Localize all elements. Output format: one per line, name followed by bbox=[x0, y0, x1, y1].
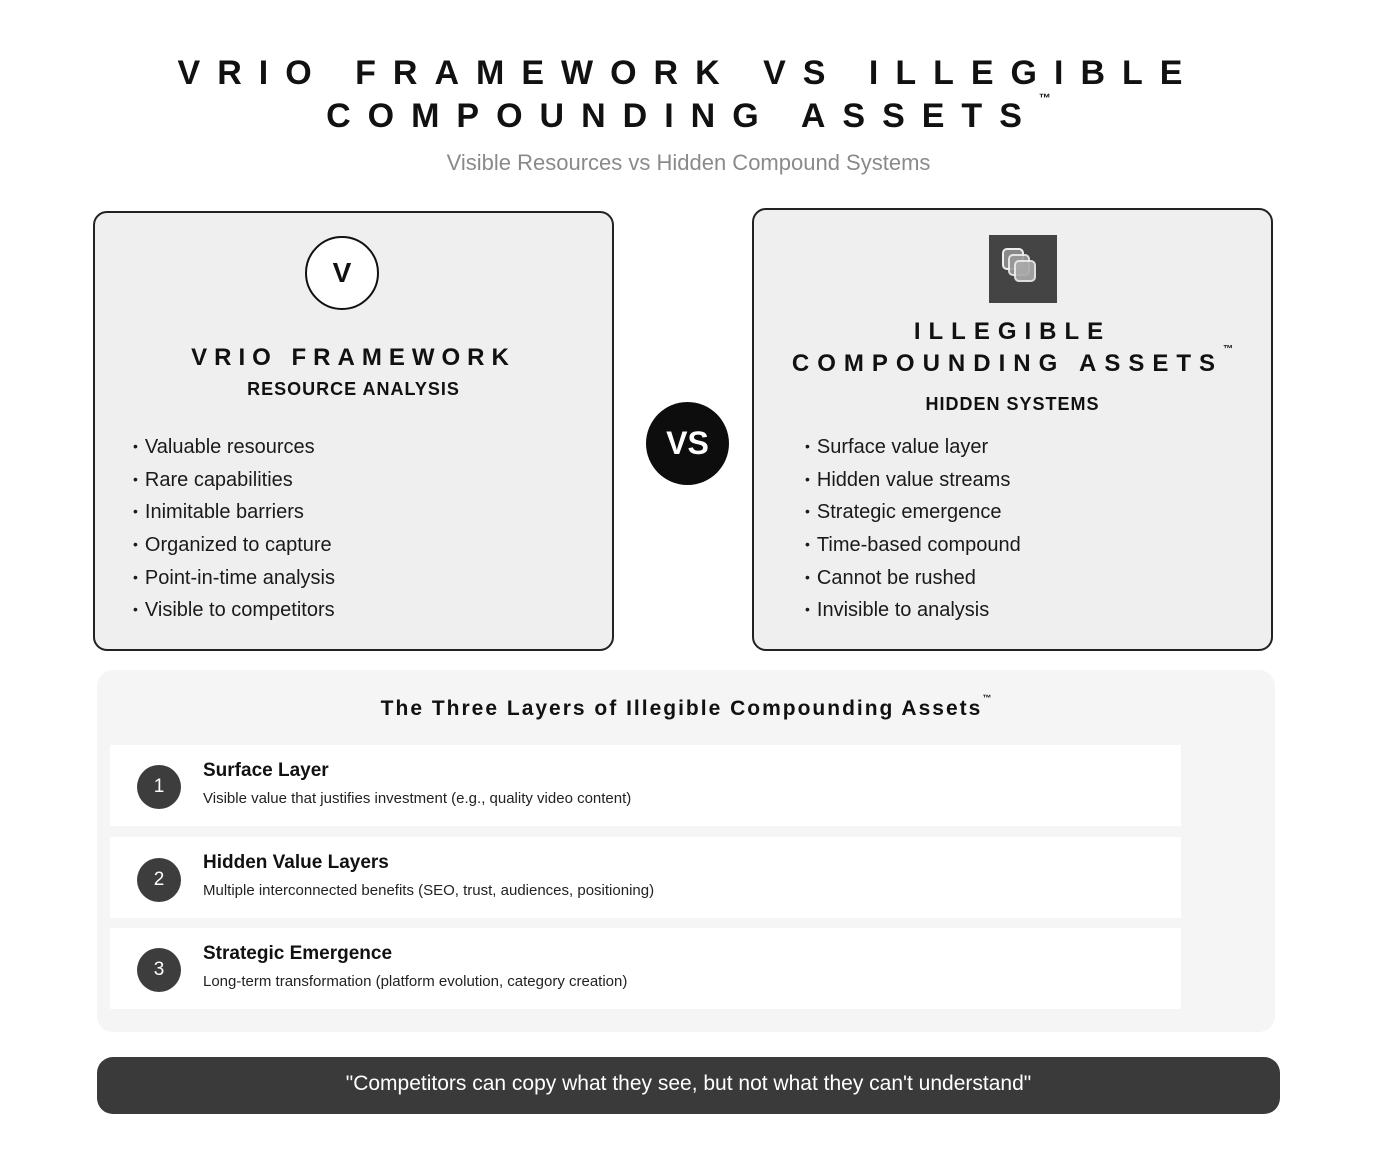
list-item: • Invisible to analysis bbox=[805, 594, 1021, 627]
layer-title: Strategic Emergence bbox=[203, 943, 393, 964]
ica-card bbox=[752, 208, 1273, 651]
layer-desc: Multiple interconnected benefits (SEO, trust, audiences, positioning) bbox=[203, 882, 655, 899]
page-subtitle: Visible Resources vs Hidden Compound Systems bbox=[446, 150, 931, 175]
trademark: ™ bbox=[1038, 91, 1051, 105]
quote-banner: "Competitors can copy what they see, but not what they can't understand" bbox=[97, 1057, 1280, 1114]
list-item: • Strategic emergence bbox=[805, 496, 1021, 529]
page-title-line2 bbox=[0, 91, 1377, 136]
vrio-subtitle: RESOURCE ANALYSIS bbox=[247, 379, 460, 399]
layer-number: 2 bbox=[137, 858, 181, 902]
layer-title: Hidden Value Layers bbox=[203, 852, 389, 873]
layers-title bbox=[97, 693, 1275, 721]
list-item: • Point-in-time analysis bbox=[133, 562, 335, 595]
list-item: • Surface value layer bbox=[805, 431, 1021, 464]
layer-row bbox=[110, 928, 1181, 1009]
ica-title-line1: ILLEGIBLE bbox=[913, 318, 1112, 345]
title-text: COMPOUNDING ASSETS bbox=[326, 97, 1039, 135]
vrio-title: VRIO FRAMEWORK bbox=[191, 344, 516, 371]
layer-number: 3 bbox=[137, 948, 181, 992]
layer-row bbox=[110, 837, 1181, 918]
list-item: • Organized to capture bbox=[133, 529, 335, 562]
list-item: • Visible to competitors bbox=[133, 594, 335, 627]
list-item: • Time-based compound bbox=[805, 529, 1021, 562]
layer-desc: Long-term transformation (platform evolution, category creation) bbox=[203, 973, 628, 990]
page-title-line1: VRIO FRAMEWORK VS ILLEGIBLE bbox=[177, 54, 1200, 92]
vrio-list bbox=[133, 431, 335, 627]
list-item: • Rare capabilities bbox=[133, 464, 335, 497]
title-text: The Three Layers of Illegible Compounding Assets bbox=[380, 697, 983, 720]
layer-desc: Visible value that justifies investment (e.g., quality video content) bbox=[203, 790, 632, 807]
layer-row bbox=[110, 745, 1181, 826]
layers-icon bbox=[989, 235, 1057, 303]
list-item: • Valuable resources bbox=[133, 431, 335, 464]
list-item: • Cannot be rushed bbox=[805, 562, 1021, 595]
list-item: • Inimitable barriers bbox=[133, 496, 335, 529]
ica-subtitle: HIDDEN SYSTEMS bbox=[925, 394, 1100, 414]
trademark: ™ bbox=[982, 693, 992, 703]
trademark: ™ bbox=[1223, 344, 1234, 355]
layer-number: 1 bbox=[137, 765, 181, 809]
vs-badge: VS bbox=[646, 402, 729, 485]
vrio-badge: V bbox=[305, 236, 379, 310]
vrio-card bbox=[93, 211, 614, 651]
layer-title: Surface Layer bbox=[203, 760, 329, 781]
ica-title-line2 bbox=[754, 344, 1271, 378]
title-text: COMPOUNDING ASSETS bbox=[791, 350, 1224, 377]
list-item: • Hidden value streams bbox=[805, 464, 1021, 497]
ica-list bbox=[805, 431, 1021, 627]
